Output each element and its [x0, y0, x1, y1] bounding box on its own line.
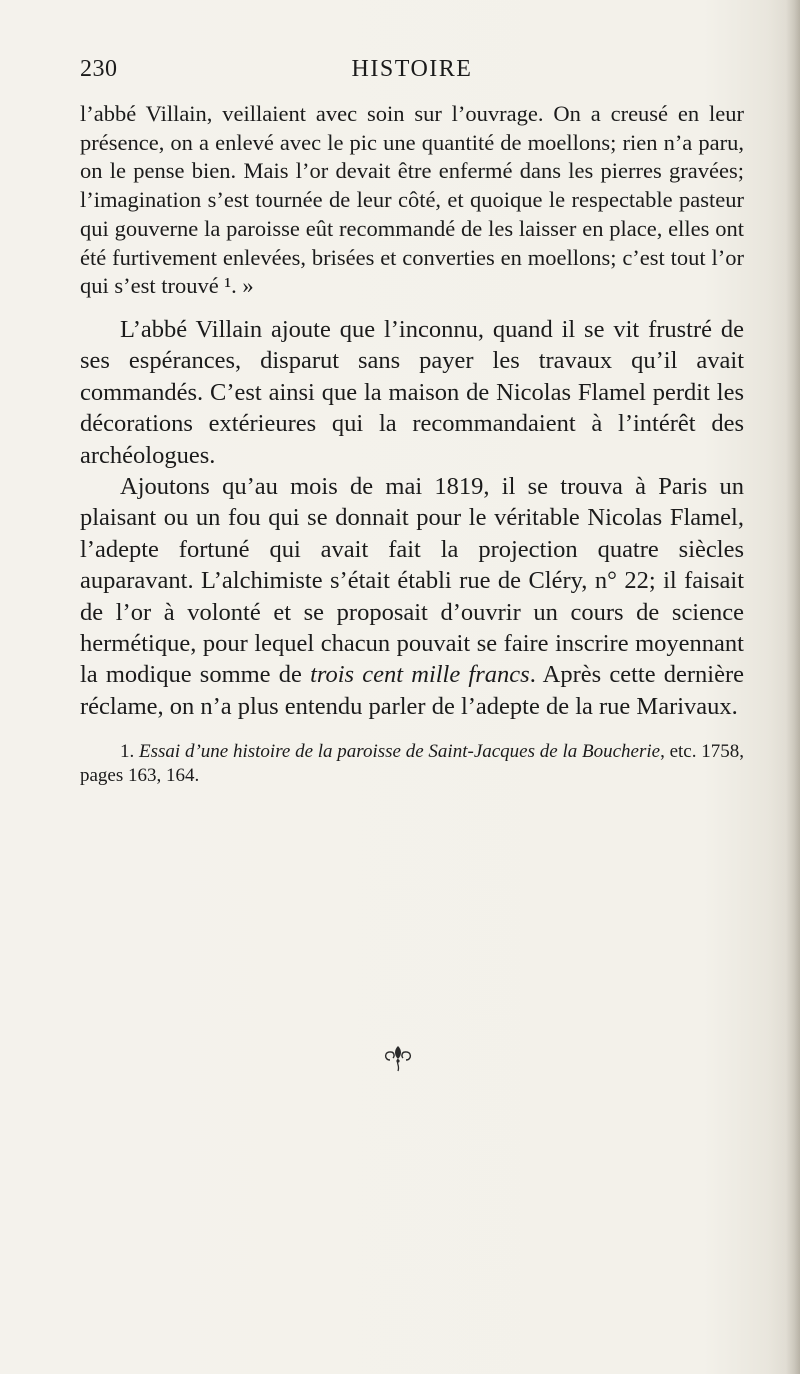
paragraph-3-end: . Après cette dernière réclame, on n’a plus entendu parler de l’adepte de la rue Marivaux. [80, 661, 744, 720]
body-text [80, 100, 744, 788]
running-title: HISTOIRE [351, 56, 473, 82]
footnote-title: Essai d’une histoire de la paroisse de Saint-Jacques de la Boucherie [139, 741, 661, 763]
page-edge-shadow [786, 0, 800, 1374]
footnote-number: 1. [120, 741, 135, 763]
paragraph-3 [80, 471, 744, 722]
paragraph-3-text: Ajoutons qu’au mois de mai 1819, il se trouva à Paris un plaisant ou un fou qui se donnait pour le véritable Nicolas Flamel, l’adepte fortuné qui avait fait la projection quatre siècles auparavant. L’alchimiste s’était établi rue de Cléry, n° 22; il faisait de l’or à volonté et se proposait d’ouvrir un cours de science hermétique, pour lequel chacun pouvait se faire inscrire moyennant la modique somme de [80, 472, 744, 689]
paragraph-1: l’abbé Villain, veillaient avec soin sur l’ouvrage. On a creusé en leur présence, on a enlevé avec le pic une quantité de moellons; rien n’a paru, on le pense bien. Mais l’or devait être enfermé dans les pierres gravées; l’imagination s’est tournée de leur côté, et quoique le respectable pasteur qui gouverne la paroisse eût recommandé de les laisser en place, elles ont été furtivement enlevées, brisées et converties en moellons; c’est tout l’or qui s’est trouvé ¹. » [80, 101, 744, 299]
page-header [80, 56, 744, 90]
italic-phrase: trois cent mille francs [310, 661, 530, 689]
page-number: 230 [80, 56, 118, 82]
footnote [80, 740, 744, 788]
footnote-rest: , etc. 1758, pages 163, 164. [80, 741, 744, 787]
paragraph-2: L’abbé Villain ajoute que l’inconnu, quand il se vit frustré de ses espérances, disparut sans payer les travaux qu’il avait commandés. C’est ainsi que la maison de Nicolas Flamel perdit les décorations extérieures qui la recommandaient à l’intérêt des archéologues. [80, 315, 744, 469]
fleuron-ornament-icon [381, 1040, 415, 1074]
